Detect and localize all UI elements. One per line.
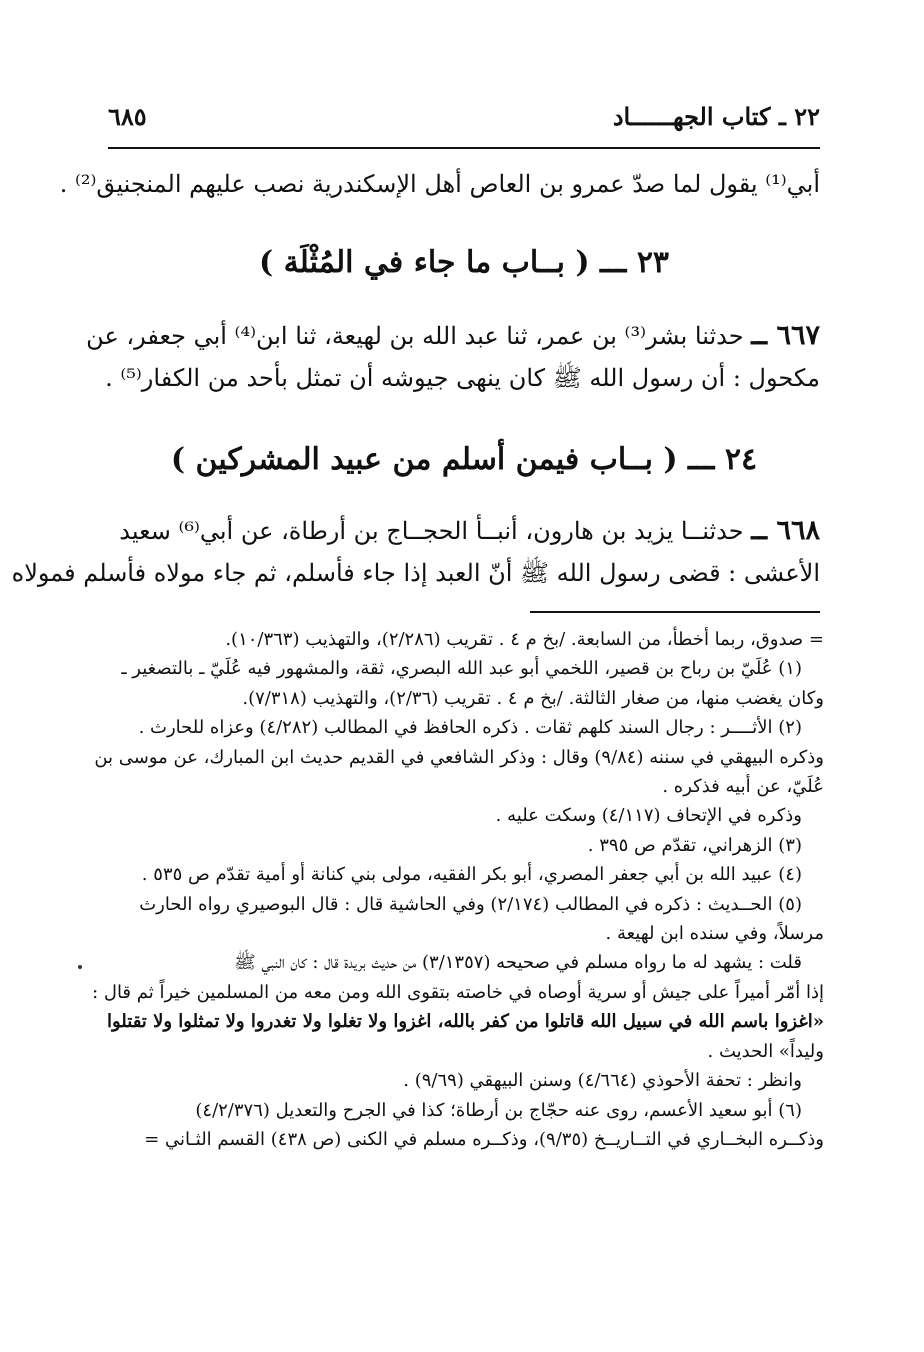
footnote-5-cont: وانظر : تحفة الأحوذي (٤/٦٦٤) وسنن البيهقي (٩/٦٩) . [403,1070,802,1092]
footnote-2-cont: وذكره في الإتحاف (٤/١١٧) وسكت عليه . [495,805,802,827]
hadith-668-number: ٦٦٨ ــ [751,515,820,546]
footnote-2-cont: وذكره البيهقي في سننه (٩/٨٤) وقال : وذكر الشافعي في القديم حديث ابن المبارك، عن موسى بن [94,746,824,768]
footnote-1-cont: وكان يغضب منها، من صغار الثالثة. /بخ م ٤ . تقريب (٢/٣٦)، والتهذيب (٧/٣١٨). [242,687,824,709]
footnote-5-cont: مرسلاً، وفي سنده ابن لهيعة . [605,923,824,945]
hadith-668-text-1: حدثنــا يزيد بن هارون، أنبــأ الحجــاج بن أرطاة، عن أبي⁽⁶⁾ سعيد [119,517,744,545]
section-24-heading: ٢٤ ـــ ( بــاب فيمن أسلم من عبيد المشركين ) [170,442,758,477]
footnote-continuation: = صدوق، ربما أخطأ، من السابعة. /بخ م ٤ . تقريب (٢/٢٨٦)، والتهذيب (١٠/٣٦٣). [225,629,824,650]
footnote-6: (٦) أبو سعيد الأعسم، روى عنه حجّاج بن أرطاة؛ كذا في الجرح والتعديل (٤/٢/٣٧٦) [195,1099,802,1121]
hadith-667-number: ٦٦٧ ــ [751,320,820,351]
header-rule [108,147,820,149]
margin-dot [78,965,82,969]
page-number: ٦٨٥ [108,101,147,131]
footnote-3: (٣) الزهراني، تقدّم ص ٣٩٥ . [587,834,802,856]
section-23-heading: ٢٣ ـــ ( بــاب ما جاء في المُثْلَة ) [258,245,670,280]
footnote-1: (١) عُلَيّ بن رباح بن قصير، اللخمي أبو عبد الله البصري، ثقة، والمشهور فيه عُلَيّ ـ بالتصغير ـ [121,658,802,680]
continuation-line: أبي⁽¹⁾ يقول لما صدّ عمرو بن العاص أهل الإسكندرية نصب عليهم المنجنيق⁽²⁾ . [59,170,820,198]
footnote-4: (٤) عبيد الله بن أبي جعفر المصري، أبو بكر الفقيه، مولى بني كنانة أو أمية تقدّم ص ٥٣٥ . [141,864,802,886]
hadith-668 [11,510,820,594]
hadith-668-line-2: الأعشى : قضى رسول الله ﷺ أنّ العبد إذا جاء فأسلم، ثم جاء مولاه فأسلم فمولاه [11,559,820,587]
footnote-5-cont: وليداً» الحديث . [707,1040,824,1062]
footnote-6-cont: وذكــره البخــاري في التــاريــخ (٩/٣٥)، وذكــره مسلم في الكنى (ص ٤٣٨) القسم الثـاني = [144,1128,824,1150]
footnotes [92,625,824,1154]
hadith-667-text-1: حدثنا بشر⁽³⁾ بن عمر، ثنا عبد الله بن لهيعة، ثنا ابن⁽⁴⁾ أبي جعفر، عن [86,322,744,350]
footnote-5-quote: «اغزوا باسم الله في سبيل الله قاتلوا من كفر بالله، اغزوا ولا تغلوا ولا تغدروا ولا تمثلوا ولا تقتلوا [107,1011,824,1033]
footnote-5-cont: قلت : يشهد له ما رواه مسلم في صحيحه (٣/١٣٥٧) من حديث بريدة قال : كان النبي ﷺ [234,952,802,974]
footnote-5-cont: إذا أمّر أميراً على جيش أو سرية أوصاه في خاصته بتقوى الله ومن معه من المسلمين خيراً ثم قال : [92,981,824,1003]
footnote-rule [530,611,820,613]
footnote-5: (٥) الحــديث : ذكره في المطالب (٢/١٧٤) وفي الحاشية قال : قال البوصيري رواه الحارث [139,893,802,915]
footnote-2-cont: عُلَيّ، عن أبيه فذكره . [662,776,824,798]
footnote-2: (٢) الأثــــر : رجال السند كلهم ثقات . ذكره الحافظ في المطالب (٤/٢٨٢) وعزاه للحارث . [138,717,802,739]
page-header [108,96,820,136]
hadith-667-line-1 [86,315,820,357]
hadith-667 [86,315,820,399]
running-title: ٢٢ ـ كتاب الجهــــــاد [612,101,820,131]
continuation-paragraph [59,163,820,205]
hadith-668-line-1 [108,510,820,552]
hadith-667-line-2: مكحول : أن رسول الله ﷺ كان ينهى جيوشه أن تمثل بأحد من الكفار⁽⁵⁾ . [105,364,820,392]
